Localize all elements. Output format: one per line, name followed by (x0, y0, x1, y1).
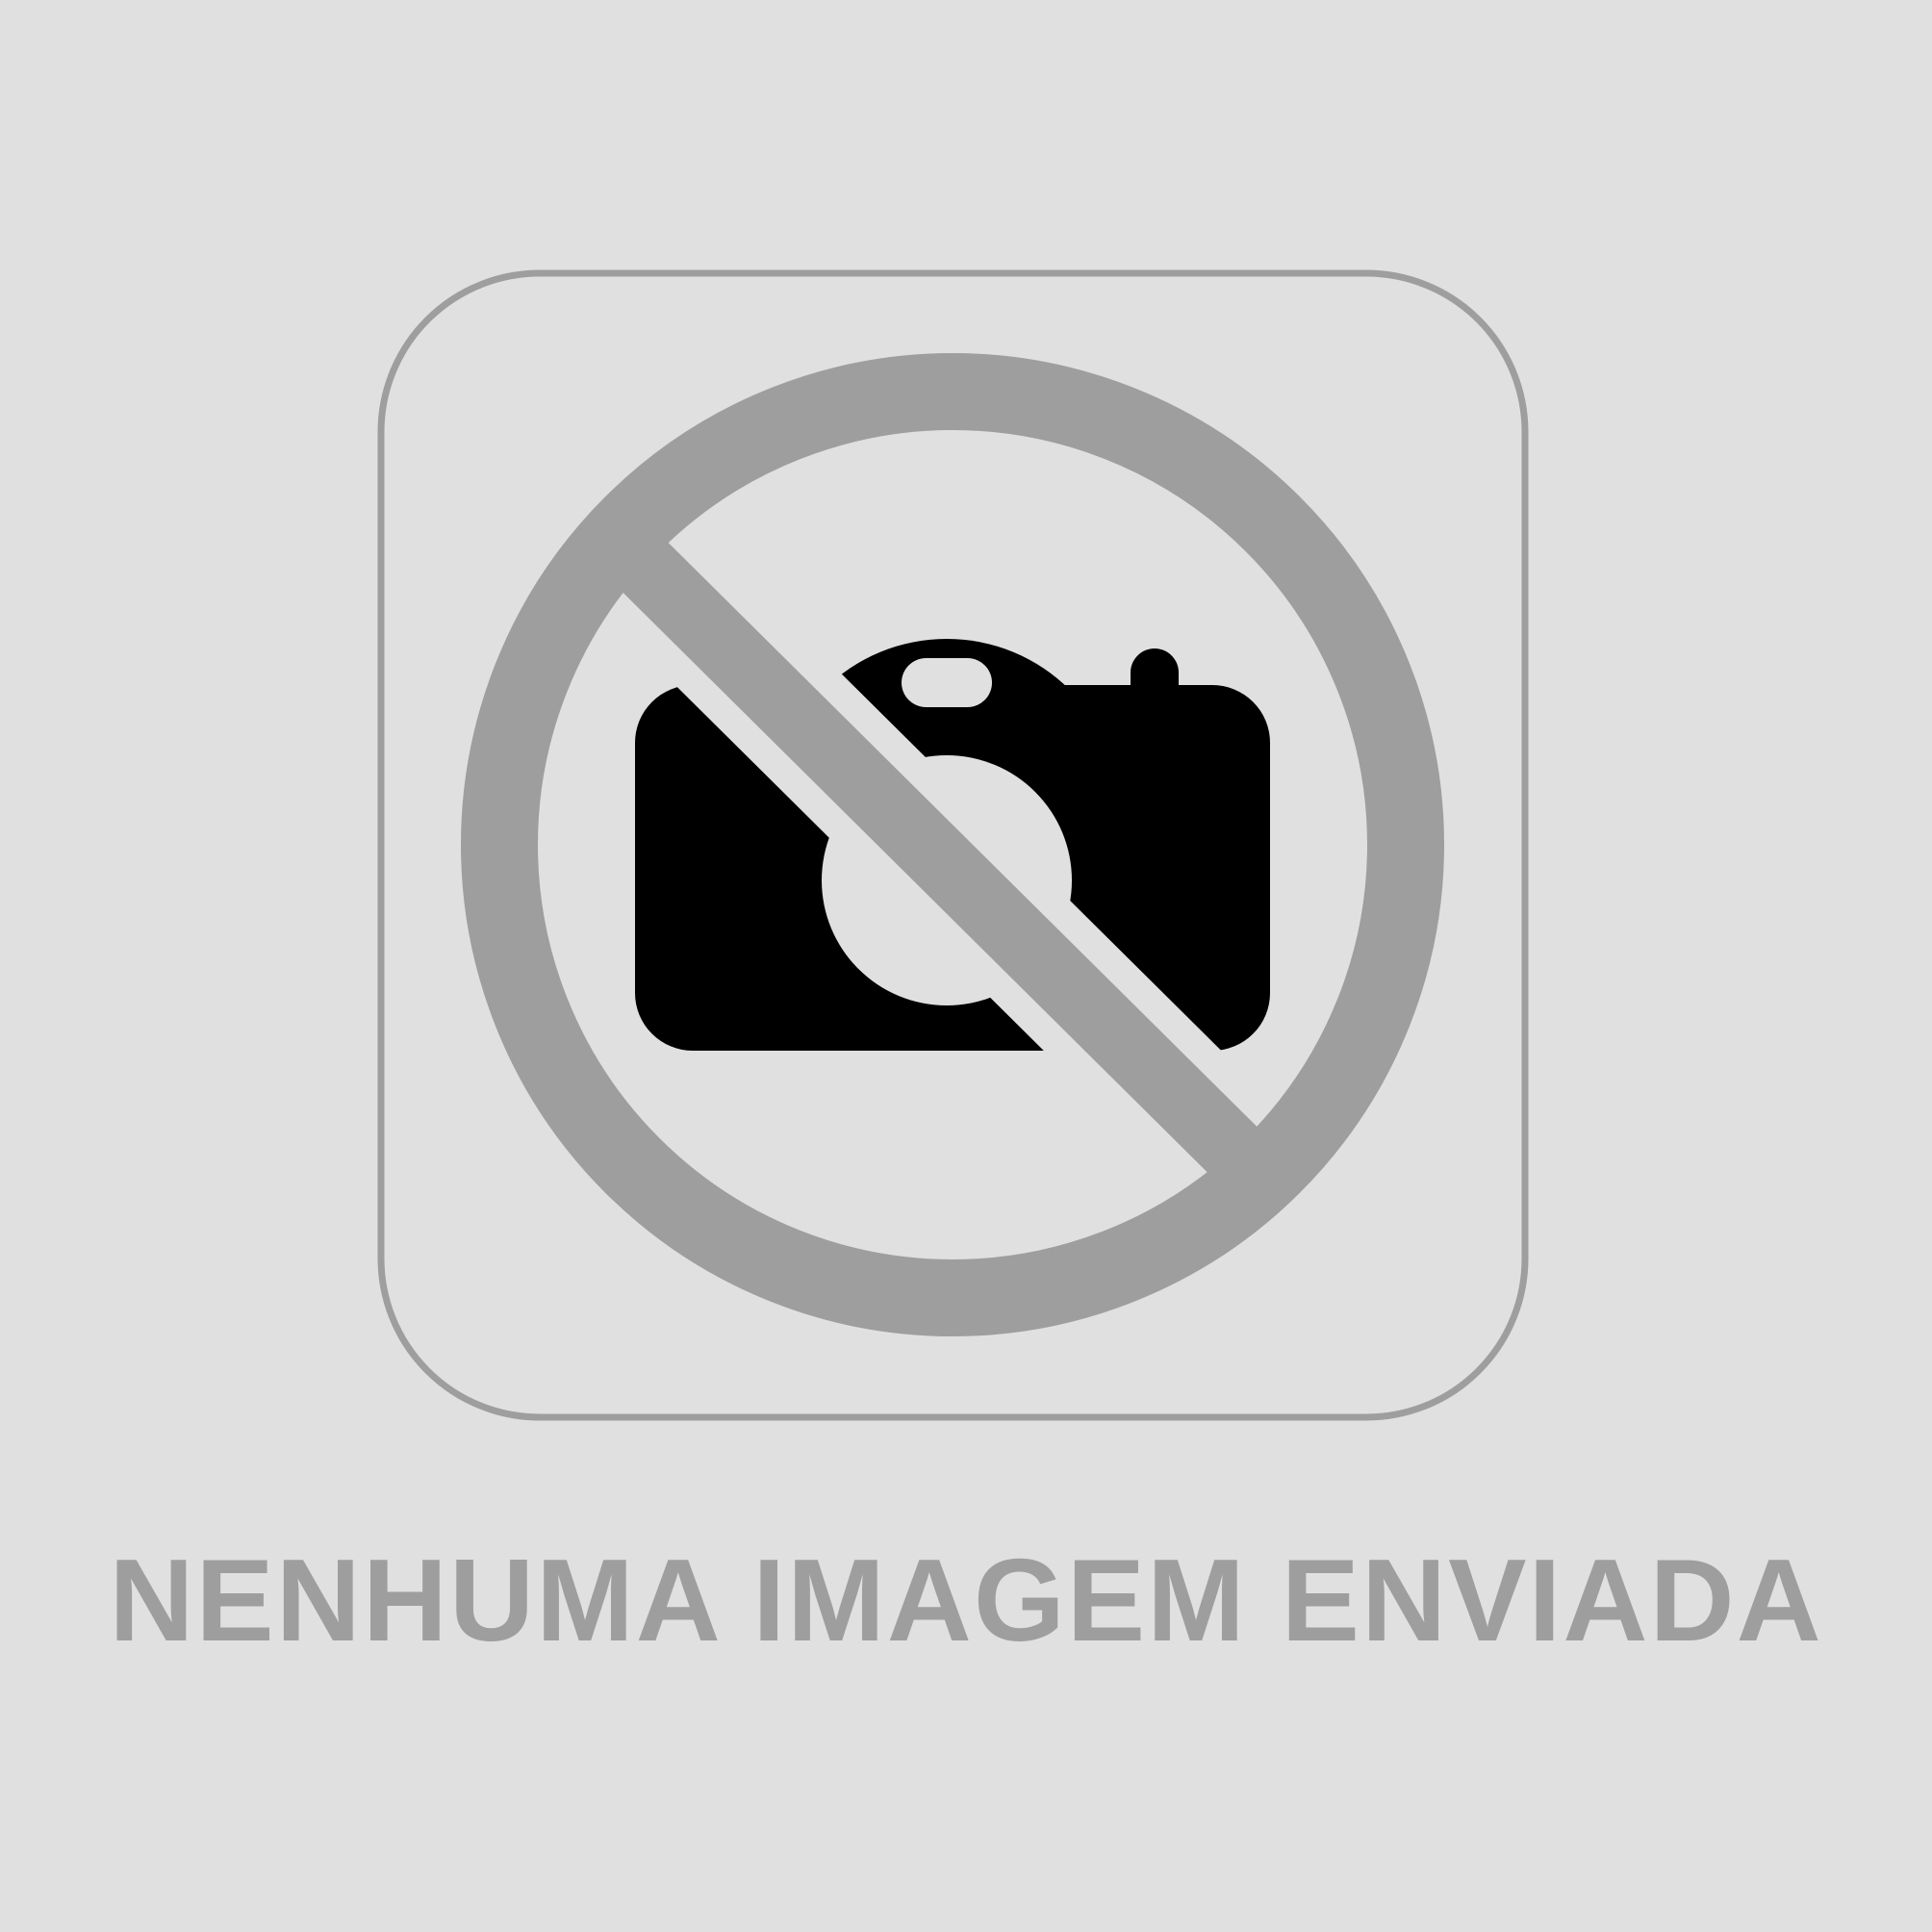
no-image-caption: NENHUMA IMAGEM ENVIADA (109, 1535, 1823, 1665)
